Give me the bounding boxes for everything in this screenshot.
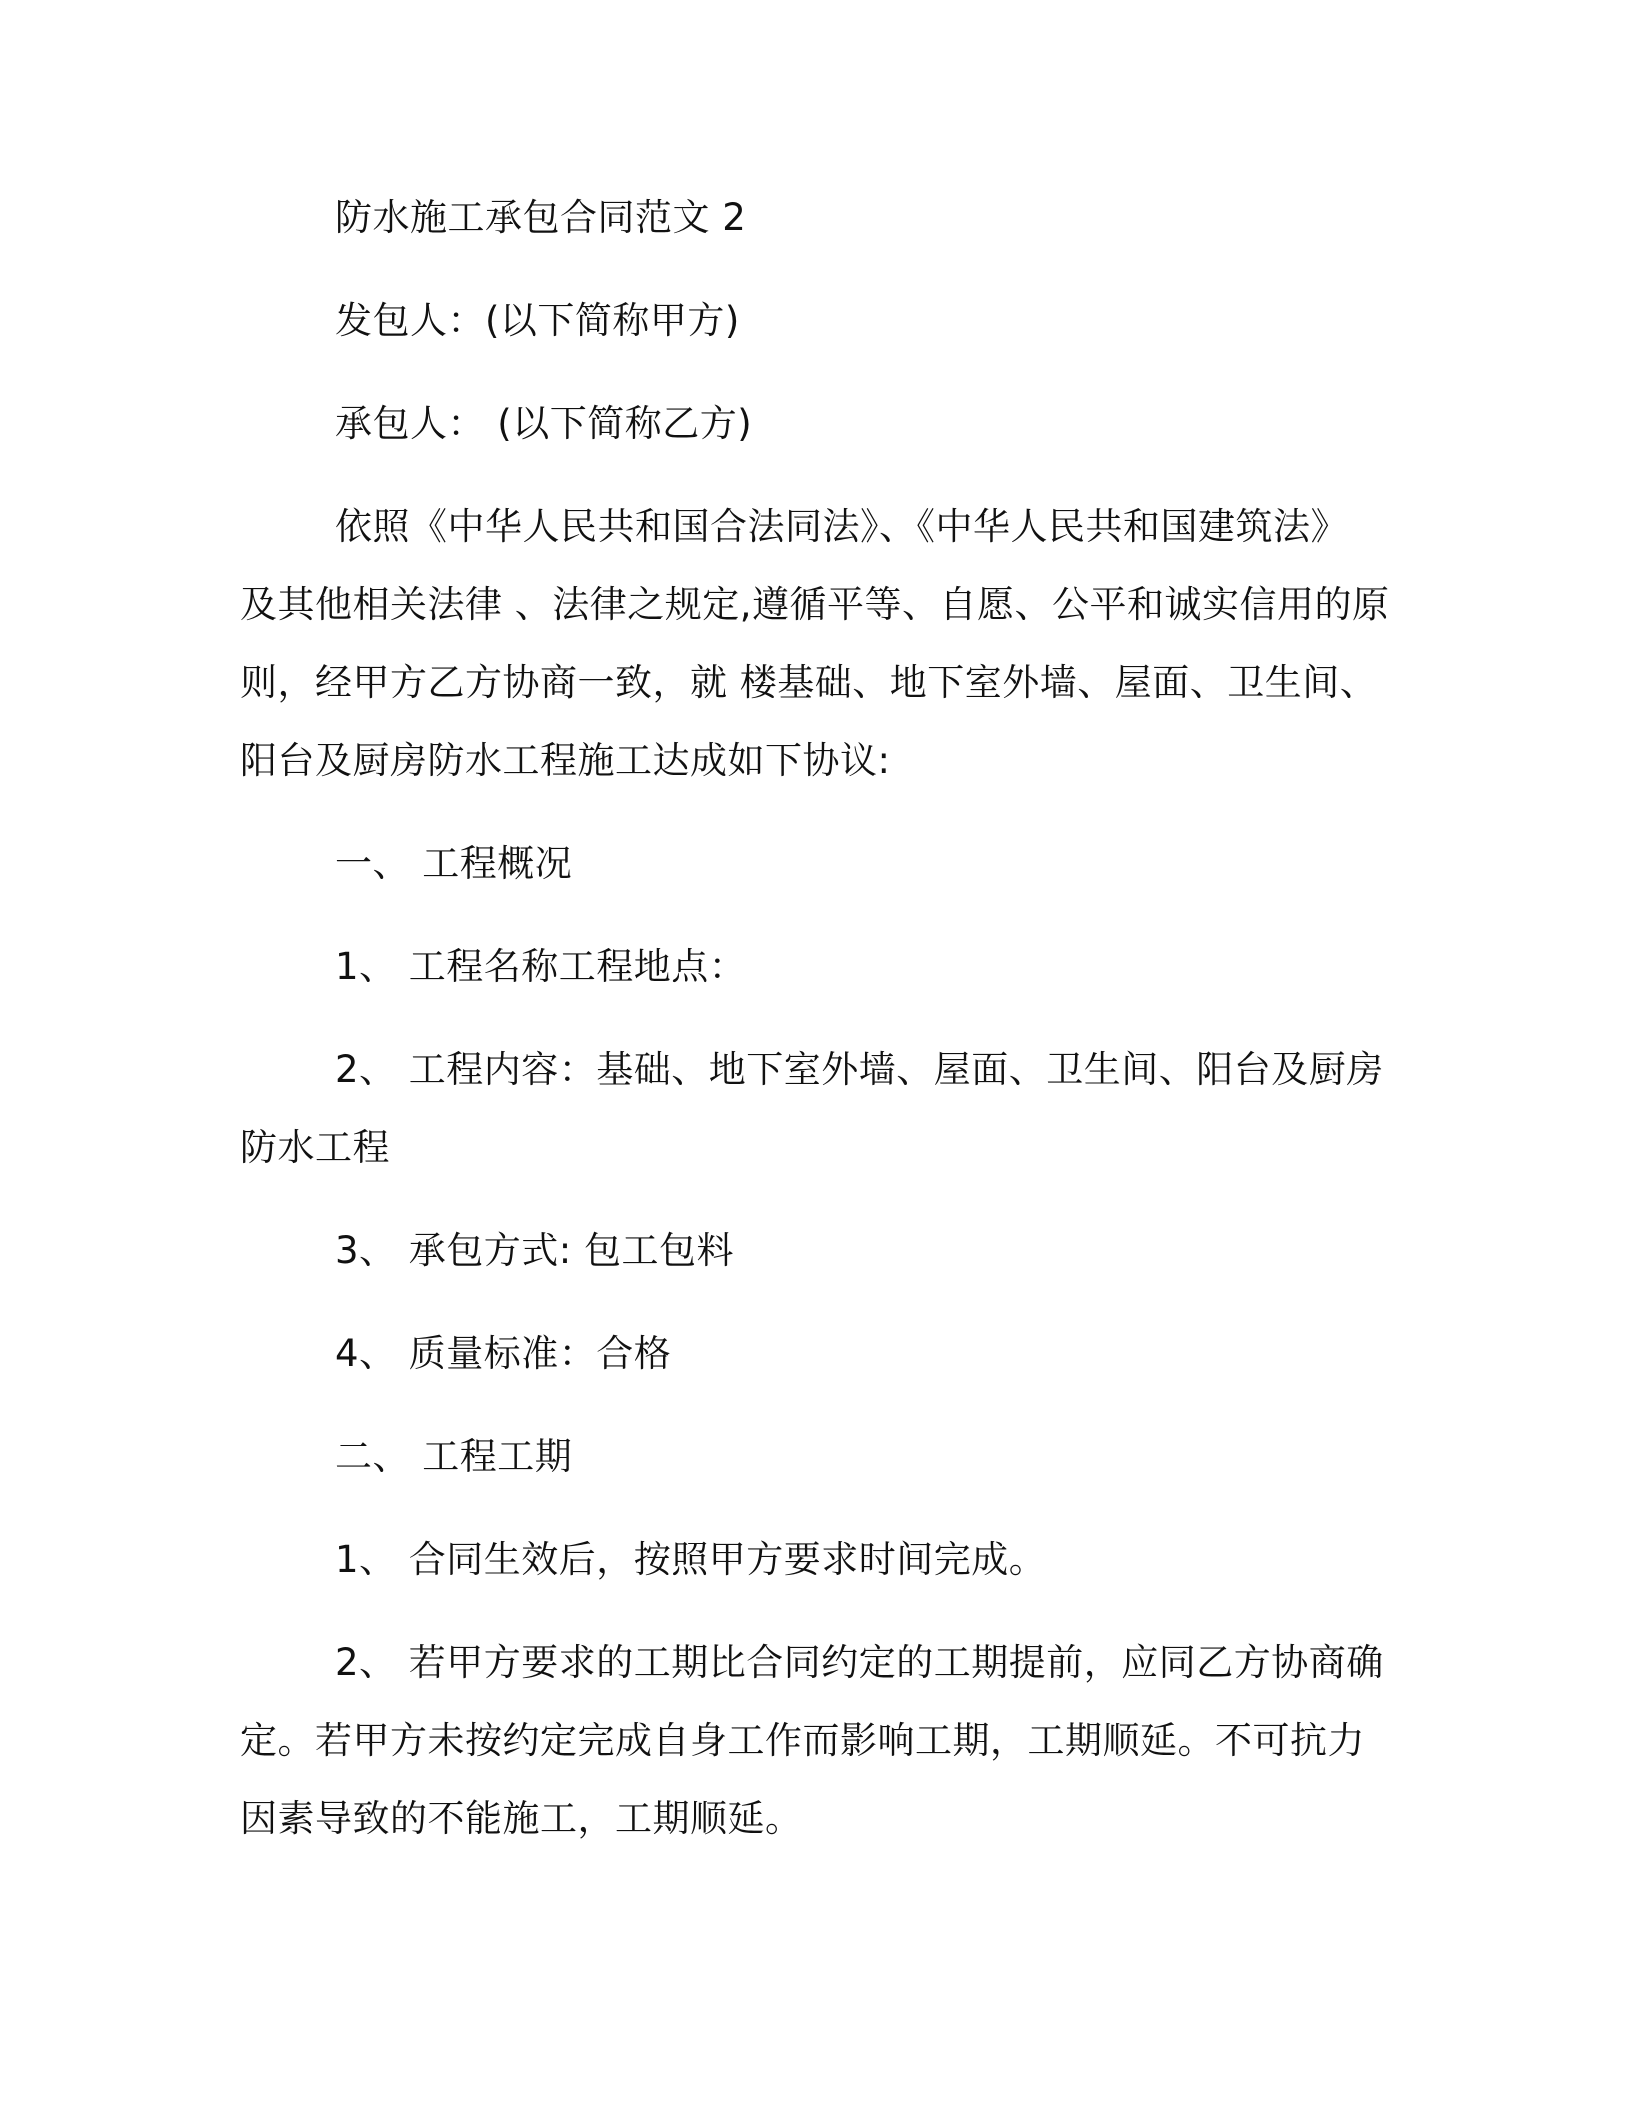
section-1-heading: 一、 工程概况 [335, 842, 573, 885]
section-1-item-3: 3、 承包方式: 包工包料 [335, 1229, 735, 1272]
party-b-line: 承包人： (以下简称乙方) [335, 402, 753, 445]
preamble-line-4: 阳台及厨房防水工程施工达成如下协议: [240, 739, 891, 782]
section-1-item-2-cont: 防水工程 [240, 1126, 390, 1169]
section-2-item-2-cont-2: 因素导致的不能施工，工期顺延。 [240, 1797, 803, 1840]
section-2-heading: 二、 工程工期 [335, 1435, 573, 1478]
section-2-item-1: 1、 合同生效后，按照甲方要求时间完成。 [335, 1538, 1047, 1581]
preamble-line-1: 依照《中华人民共和国合法同法》、《中华人民共和国建筑法》 [335, 505, 1348, 548]
document-title: 防水施工承包合同范文 2 [335, 196, 747, 239]
section-1-item-4: 4、 质量标准：合格 [335, 1332, 672, 1375]
preamble-line-2: 及其他相关法律 、法律之规定,遵循平等、自愿、公平和诚实信用的原 [240, 583, 1390, 626]
section-2-item-2: 2、 若甲方要求的工期比合同约定的工期提前，应同乙方协商确 [335, 1641, 1384, 1684]
section-1-item-1: 1、 工程名称工程地点： [335, 945, 747, 988]
section-2-item-2-cont-1: 定。若甲方未按约定完成自身工作而影响工期，工期顺延。不可抗力 [240, 1719, 1365, 1762]
party-a-line: 发包人：(以下简称甲方) [335, 299, 740, 342]
preamble-line-3: 则，经甲方乙方协商一致，就 楼基础、地下室外墙、屋面、卫生间、 [240, 661, 1378, 704]
section-1-item-2: 2、 工程内容：基础、地下室外墙、屋面、卫生间、阳台及厨房 [335, 1048, 1384, 1091]
